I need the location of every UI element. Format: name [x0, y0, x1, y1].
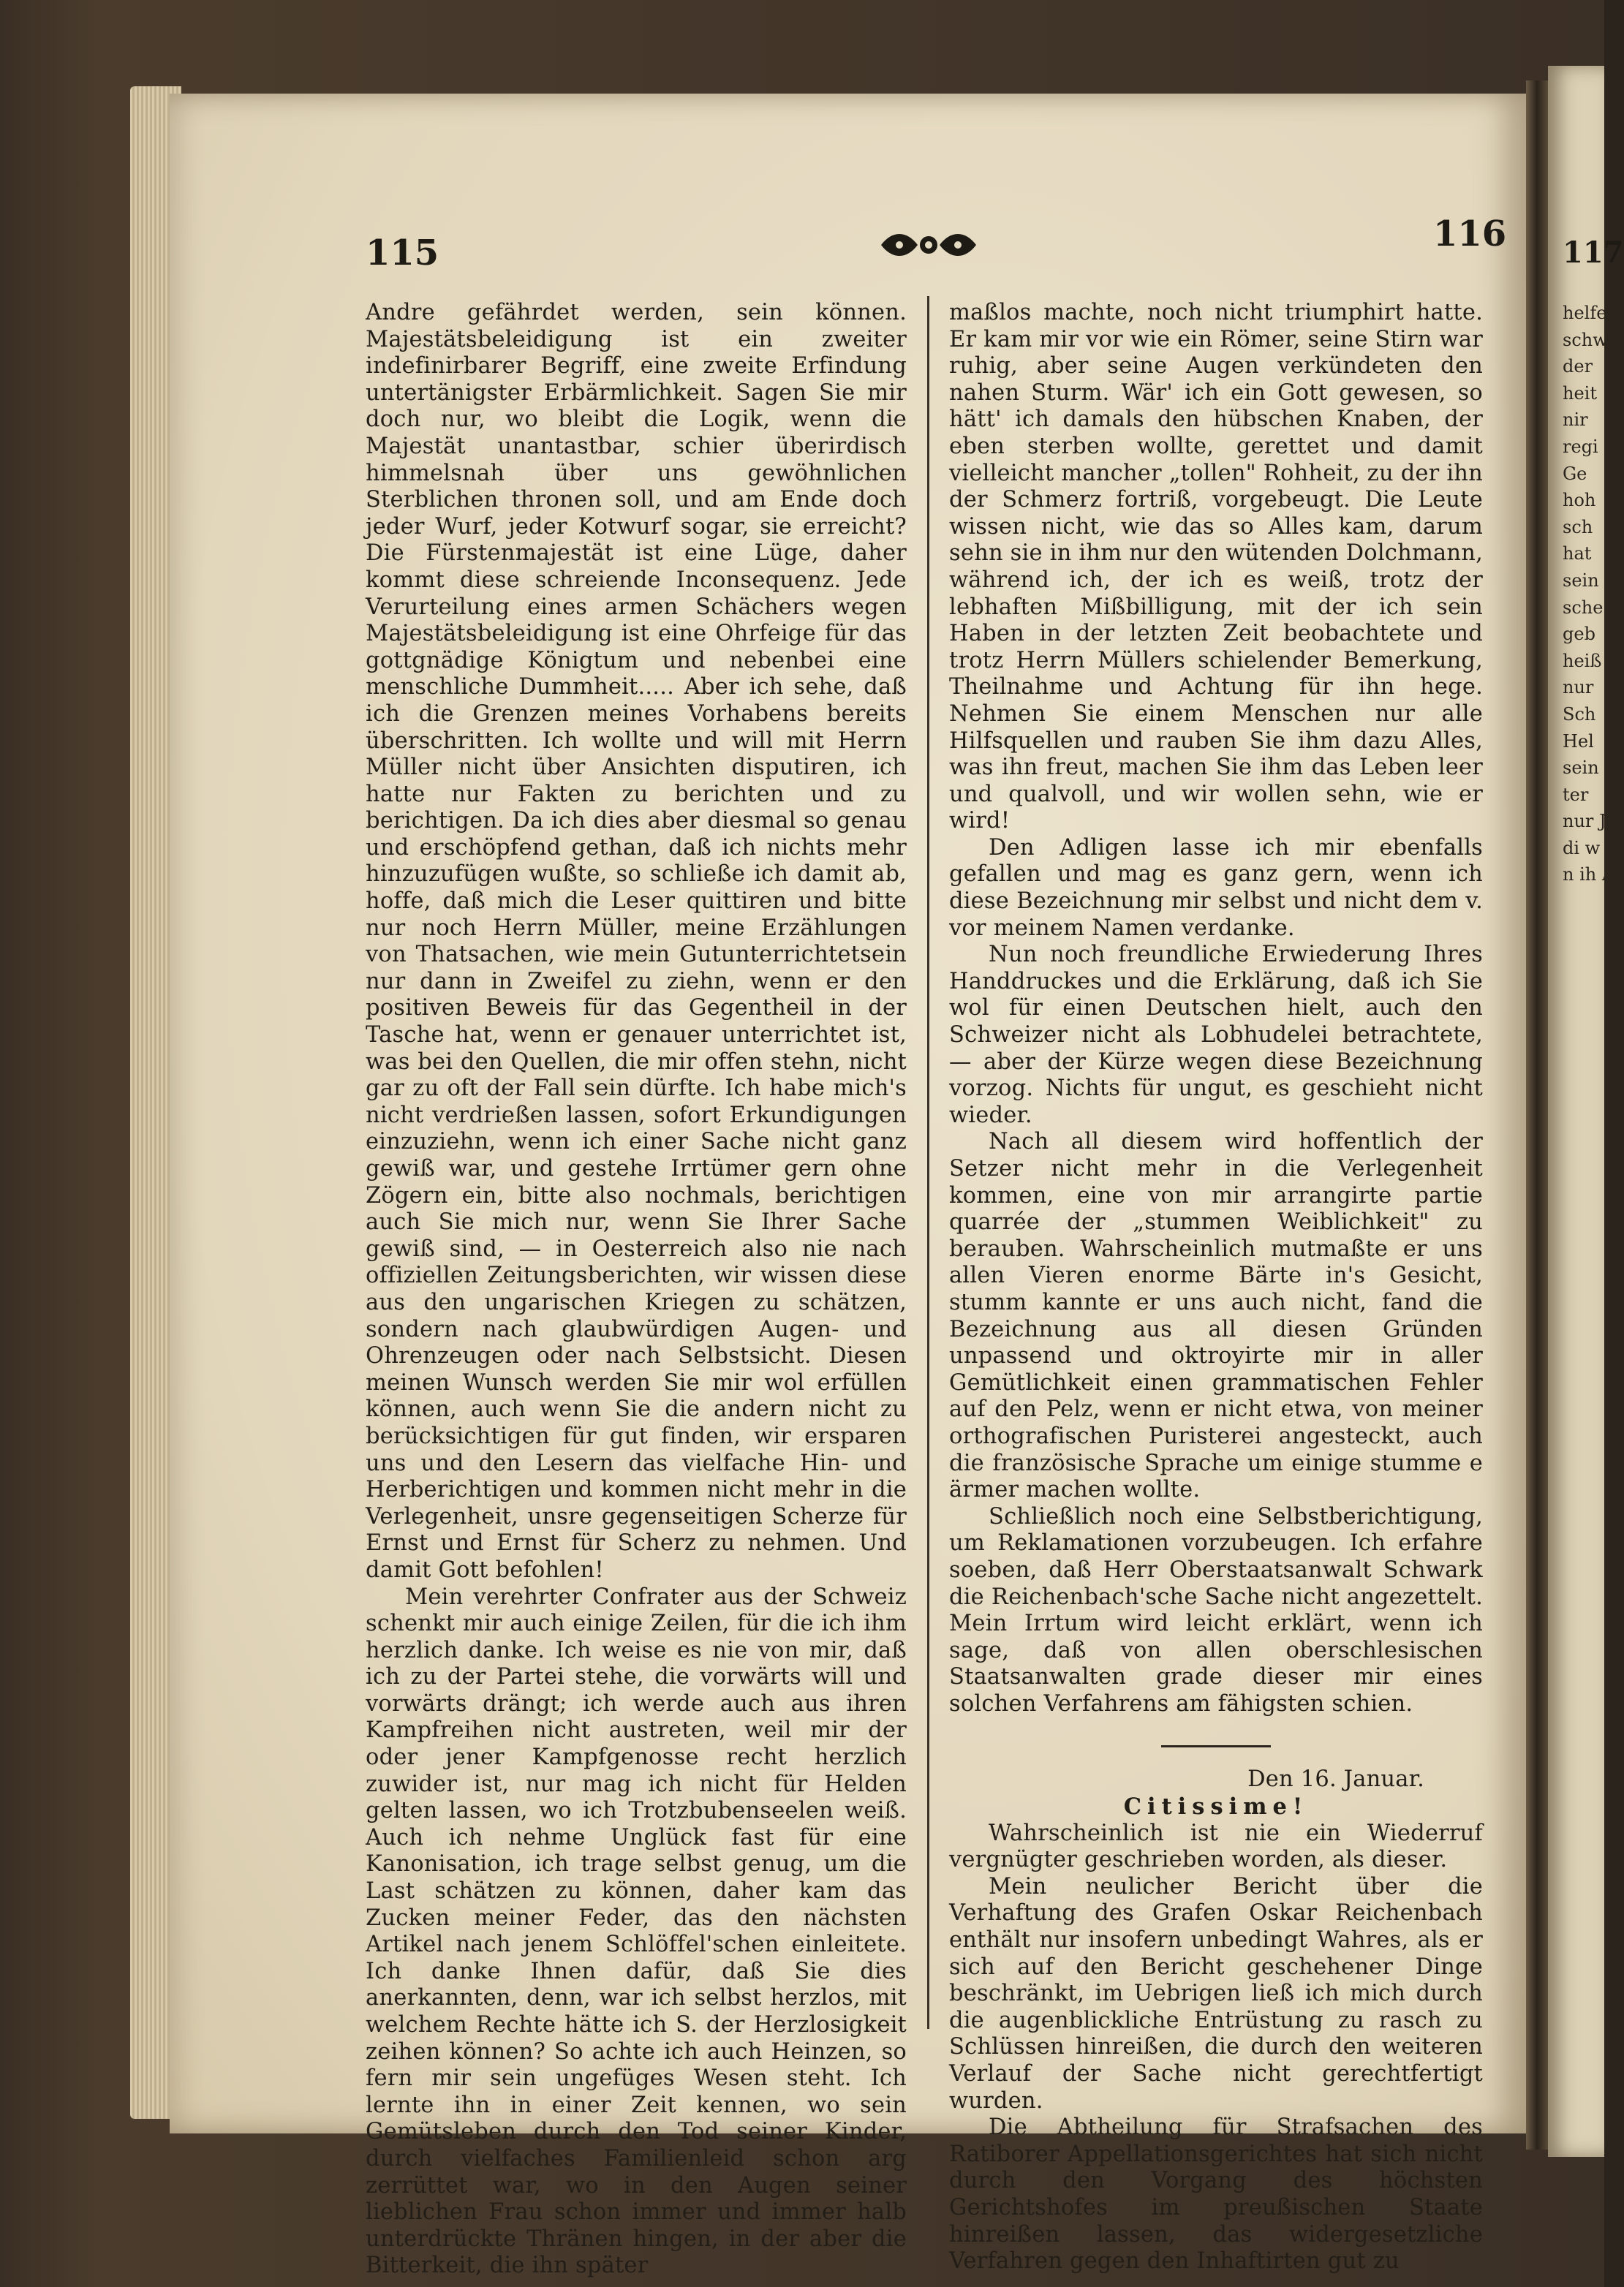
next-page-edge — [1548, 66, 1624, 2157]
paragraph: Schließlich noch eine Selbstberichtigung, um Reklamationen vorzubeugen. Ich erfahre soeben, daß Herr Oberstaatsanwalt Schwark die Reichenbach'sche Sache nicht angezettelt. Mein Irrtum wird leicht erklärt, wenn ich sage, daß von allen oberschlesischen Staatsanwalten grade dieser mir eines solchen Verfahrens am fähigsten schien. — [949, 1503, 1483, 1717]
book-gutter — [1526, 80, 1548, 2150]
left-column — [366, 300, 907, 2280]
paragraph: maßlos machte, noch nicht triumphirt hatte. Er kam mir vor wie ein Römer, seine Stirn war ruhig, aber seine Augen verkündeten den nahen Sturm. Wär' ich ein Gott gewesen, so hätt' ich damals den hübschen Knaben, der eben sterben wollte, gerettet und damit vielleicht mancher „tollen" Rohheit, zu der ihn der Schmerz fortriß, vorgebeugt. Die Leute wissen nicht, wie das so Alles kam, darum sehn sie in ihm nur den wütenden Dolchmann, während ich, der ich es weiß, trotz der lebhaften Mißbilligung, mit der ich sein Haben in der letzten Zeit beobachtete und trotz Herrn Müllers schielender Bemerkung, Theilnahme und Achtung für ihn hege. Nehmen Sie einem Menschen nur alle Hilfsquellen und rauben Sie ihm dazu Alles, was ihn freut, machen Sie ihm das Leben leer und qualvoll, und wir wollen sehn, wie er wird! — [949, 300, 1484, 834]
paragraph: Andre gefährdet werden, sein können. Majestätsbeleidigung ist ein zweiter indefinirbarer Begriff, eine zweite Erfindung untertänigster Erbärmlichkeit. Sagen Sie mir doch nur, wo bleibt die Logik, wenn die Majestät unantastbar, schier überirdisch himmelsnah über uns gewöhnlichen Sterblichen thronen soll, und am Ende doch jeder Wurf, jeder Kotwurf sogar, sie erreicht? Die Fürstenmajestät ist eine Lüge, daher kommt diese schreiende Inconsequenz. Jede Verurteilung eines armen Schächers wegen Majestätsbeleidigung ist eine Ohrfeige für das gottgnädige Königtum und nebenbei eine menschliche Dummheit..... Aber ich sehe, daß ich die Grenzen meines Vorhabens bereits überschritten. Ich wollte und will mit Herrn Müller nicht über Ansichten disputiren, ich hatte nur Fakten zu berichten und zu berichtigen. Da ich dies aber diesmal so genau und erschöpfend gethan, daß ich nichts mehr hinzuzufügen wußte, so schließe ich damit ab, hoffe, daß mich die Leser quittiren und bitte nur noch Herrn Müller, meine Erzählungen von Thatsachen, wie mein Gutunterrichtetsein nur dann in Zweifel zu ziehn, wenn er den positiven Beweis für das Gegentheil in der Tasche hat, wenn er genauer unterrichtet ist, was bei den Quellen, die mir offen stehn, nicht gar zu oft der Fall sein dürfte. Ich habe mich's nicht verdrießen lassen, sofort Erkundigungen einzuziehn, wenn ich einer Sache nicht ganz gewiß war, und gestehe Irrtümer gern ohne Zögern ein, bitte also nochmals, berichtigen auch Sie mich nur, wenn Sie Ihrer Sache gewiß sind, — in Oesterreich also nie nach offiziellen Zeitungsberichten, wir wissen diese aus den ungarischen Kriegen zu schätzen, sondern nach glaubwürdigen Augen- und Ohrenzeugen oder nach Selbstsicht. Diesen meinen Wunsch werden Sie mir wol erfüllen können, auch wenn Sie die andern nicht zu berücksichtigen für gut finden, wir ersparen uns und den Lesern das vielfache Hin- und Herberichtigen und kommen nicht mehr in die Verlegenheit, unsre gegenseitigen Scherze für Ernst und Ernst für Scherz zu nehmen. Und damit Gott befohlen! — [366, 300, 907, 1583]
paragraph: Nun noch freundliche Erwiederung Ihres Handdruckes und die Erklärung, daß ich Sie wol für einen Deutschen hielt, auch den Schweizer nicht als Lobhudelei betrachtete, — aber der Kürze wegen diese Bezeichnung vorzog. Nichts für ungut, es geschieht nicht wieder. — [949, 942, 1483, 1128]
section-separator — [1161, 1745, 1271, 1747]
next-page-fragment: helfer schwe der heit nir regi Ge hoh sch hat sein sche geb heiß nur Sch Hel sein ter nur J di w A n ih A — [1563, 303, 1619, 885]
paragraph: Den Adligen lasse ich mir ebenfalls gefallen und mag es ganz gern, wenn ich diese Bezeichnung mir selbst und nicht dem v. vor meinem Namen verdanke. — [949, 834, 1483, 941]
section-date: Den 16. Januar. — [1247, 1766, 1424, 1793]
right-column — [949, 300, 1483, 2275]
vignette-ornament-icon — [874, 227, 983, 263]
column-divider — [927, 296, 929, 2029]
paragraph: Nach all diesem wird hoffentlich der Setzer nicht mehr in die Verlegenheit kommen, eine von mir arrangirte partie quarrée der „stummen Weiblichkeit" zu berauben. Wahrscheinlich mutmaßte er uns allen Vieren enorme Bärte in's Gesicht, stumm kannte er uns auch nicht, fand die Bezeichnung aus all diesen Gründen unpassend und oktroyirte mir in aller Gemütlichkeit einen grammatischen Fehler auf den Pelz, wenn er nicht etwa, von meiner orthografischen Puristerei angesteckt, auch die französische Sprache um einige stumme e ärmer machen wollte. — [949, 1129, 1483, 1503]
paragraph: Die Abtheilung für Strafsachen des Ratiborer Appellationsgerichtes hat sich nicht durch den Vorgang des höchsten Gerichtshofes im preußischen Staate hinreißen lassen, das widergesetzliche Verfahren gegen den Inhaftirten gut zu — [949, 2114, 1483, 2275]
paragraph: Wahrscheinlich ist nie ein Wiederruf vergnügter geschrieben worden, als dieser. — [949, 1820, 1483, 1873]
page-number-left: 115 — [366, 233, 439, 273]
paragraph: Mein neulicher Bericht über die Verhaftung des Grafen Oskar Reichenbach enthält nur insofern unbedingt Wahres, als er sich auf den Bericht geschehener Dinge beschränkt, im Uebrigen ließ ich mich durch die augenblickliche Entrüstung zu rasch zu Schlüssen hinreißen, die durch den weiteren Verlauf der Sache nicht gerechtfertigt wurden. — [949, 1873, 1483, 2114]
paragraph: Mein verehrter Confrater aus der Schweiz schenkt mir auch einige Zeilen, für die ich ihm herzlich danke. Ich weise es nie von mir, daß ich zu der Partei stehe, die vorwärts will und vorwärts drängt; ich werde auch aus ihren Kampfreihen nicht austreten, weil mir der oder jener Kampfgenosse recht herzlich zuwider ist, nur mag ich nicht für Helden gelten lassen, wo ich Trotzbubenseelen weiß. Auch ich nehme Unglück fast für eine Kanonisation, ich trage selbst genug, um die Last schätzen zu können, daher kam das Zucken meiner Feder, das den nächsten Artikel nach jenem Schlöffel'schen einleitete. Ich danke Ihnen dafür, daß Sie dies anerkannten, denn, war ich selbst herzlos, mit welchem Rechte hätte ich S. der Herzlosigkeit zeihen können? So achte ich auch Heinzen, so fern mir sein ungefüges Wesen steht. Ich lernte ihn in einer Zeit kennen, wo sein Gemütsleben durch den Tod seiner Kinder, durch vielfaches Familienleid schon arg zerrüttet war, wo in den Augen seiner lieblichen Frau schon immer und immer halb unterdrückte Thränen hingen, in der aber die Bitterkeit, die ihn später — [366, 1584, 907, 2279]
next-page-number: 117 — [1563, 235, 1624, 270]
section-headline: Citissime! — [1123, 1793, 1309, 1821]
page-number-right: 116 — [1433, 213, 1507, 254]
